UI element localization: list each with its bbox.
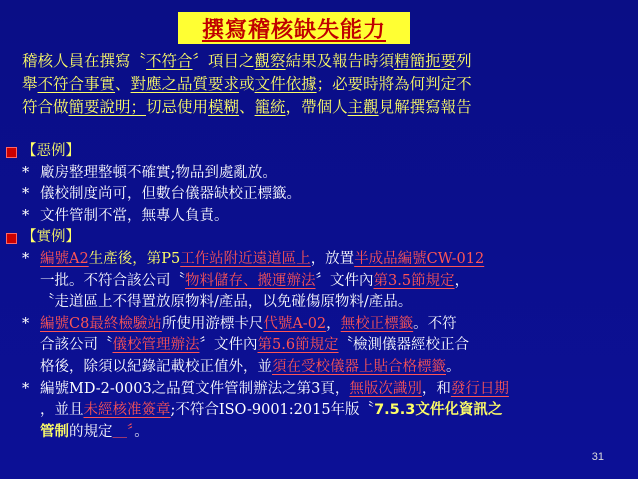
intro-term: 精簡扼要 (394, 52, 457, 70)
intro-text: 、 (115, 75, 131, 93)
intro-text: 〞項目之 (192, 52, 255, 70)
good-example-3-line-1: * 編號MD-2-0003之品質文件管制辦法之第3頁，無版次識別，和發行日期 (22, 379, 622, 401)
good-example-3-line-2: ，並且未經核准簽章;不符合ISO-9001:2015年版〝7.5.3文件化資訊之 (40, 402, 503, 419)
intro-text: 或 (239, 75, 255, 93)
intro-term: 文件依據 (254, 75, 317, 93)
bad-examples-heading: 【惡例】 (22, 141, 622, 163)
asterisk-bullet: * (22, 207, 30, 224)
good-example-2-line-3: 格後，除須以紀錄記載校正值外，並須在受校儀器上貼合格標籤。 (40, 358, 461, 375)
intro-line-2 (22, 73, 622, 96)
square-bullet-icon (6, 233, 17, 244)
intro-line-1 (22, 50, 622, 73)
intro-term: 不符合 (146, 52, 193, 70)
good-example-1-line-1: * 編號A2生產後，第P5工作站附近遠道區上，放置半成品編號CW-012 (22, 249, 622, 271)
intro-term: 籠統 (254, 98, 286, 116)
intro-text: 舉 (22, 75, 38, 93)
asterisk-bullet: * (22, 164, 30, 181)
bad-example-item: * 儀校制度尚可，但數台儀器缺校正標籤。 (22, 184, 622, 206)
intro-text: 列 (456, 52, 472, 70)
intro-line-3 (22, 96, 622, 119)
bad-example-item: * 廠房整理整頓不確實;物品到處亂放。 (22, 163, 622, 185)
intro-text: ，帶個人 (285, 98, 348, 116)
good-example-3-line-3: 管制的規定＿〞。 (40, 423, 149, 440)
intro-text: 稽核人員在撰寫〝 (22, 52, 147, 70)
intro-term: 對應之品質要求 (130, 75, 240, 93)
intro-term: 主觀 (347, 98, 379, 116)
asterisk-bullet: * (22, 250, 30, 267)
intro-text: 切忌使用 (146, 98, 209, 116)
intro-term: 觀察 (254, 52, 286, 70)
slide-title (178, 12, 410, 44)
square-bullet-icon (6, 147, 17, 158)
bad-example-item: * 文件管制不當，無專人負責。 (22, 206, 622, 228)
examples-section (22, 141, 622, 443)
page-number: 31 (591, 451, 604, 463)
good-example-1-line-3: 〝走道區上不得置放原物料/產品，以免碰傷原物料/產品。 (40, 294, 413, 311)
intro-term: 簡要說明； (68, 98, 147, 116)
slide-title-text: 撰寫稽核缺失能力 (201, 17, 386, 43)
asterisk-bullet: * (22, 186, 30, 203)
intro-text: ；必要時將為何判定不 (316, 75, 472, 93)
intro-text: 、 (239, 98, 255, 116)
asterisk-bullet: * (22, 315, 30, 332)
intro-text: 結果及報告時須 (285, 52, 395, 70)
good-examples-heading: 【實例】 (22, 227, 622, 249)
good-example-2-line-1: * 編號C8最終檢驗站所使用游標卡尺代號A-02，無校正標籤。不符 (22, 314, 622, 336)
intro-term: 不符合事實 (37, 75, 116, 93)
good-example-2-line-2: 合該公司〝儀校管理辦法〞文件內第5.6節規定〝檢測儀器經校正合 (40, 337, 470, 354)
intro-text: 見解撰寫報告 (378, 98, 472, 116)
good-example-1-line-2: 一批。不符合該公司〝物料儲存、搬運辦法〞文件內第3.5節規定， (40, 272, 470, 289)
asterisk-bullet: * (22, 380, 30, 397)
intro-paragraph (22, 50, 622, 119)
intro-text: 符合做 (22, 98, 69, 116)
intro-term: 模糊 (208, 98, 240, 116)
